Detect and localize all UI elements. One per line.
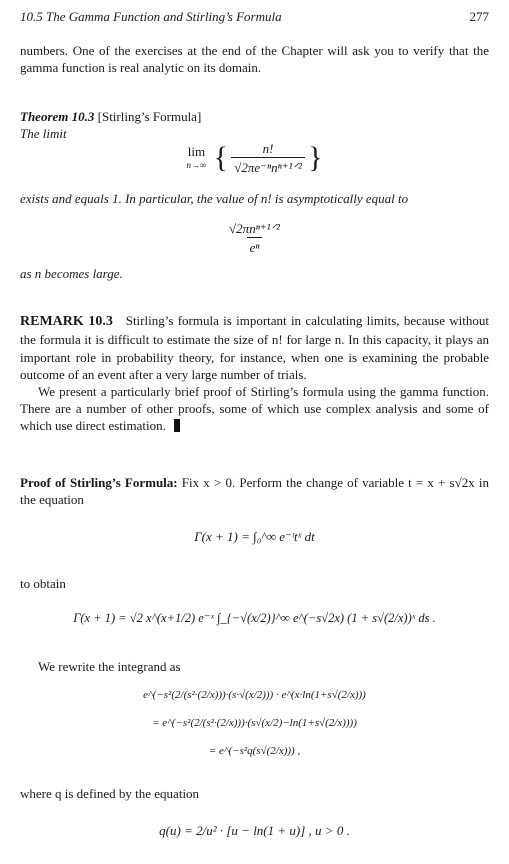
section-title: 10.5 The Gamma Function and Stirling’s Formula bbox=[20, 9, 282, 24]
asym-denominator: eⁿ bbox=[247, 237, 263, 256]
theorem-label: Theorem 10.3 bbox=[20, 109, 95, 124]
proof-block bbox=[20, 474, 489, 508]
asym-numerator: √2πnⁿ⁺¹ᐟ² bbox=[229, 221, 280, 236]
integrand-line-3: = e^(−s²q(s√(2/x))) , bbox=[208, 745, 301, 757]
page-number: 277 bbox=[469, 9, 489, 24]
limit-denominator: √2πe⁻ⁿnⁿ⁺¹ᐟ² bbox=[231, 157, 305, 176]
end-of-remark-icon bbox=[174, 419, 180, 432]
running-header bbox=[20, 8, 489, 25]
remark-paragraph-2: We present a particularly brief proof of Stirling’s formula using the gamma function. There are a number of other proofs, some of which use complex analysis and some of which use direct estimation. bbox=[20, 383, 489, 434]
lim-sub: n→∞ bbox=[186, 160, 207, 171]
limit-numerator: n! bbox=[262, 140, 274, 156]
theorem-text2: exists and equals 1. In particular, the value of n! is asymptotically equal to bbox=[20, 191, 409, 206]
theorem-line1: The limit bbox=[20, 126, 67, 142]
integrand-line-2: = e^(−s²(2/(s²·(2/x)))·(s√(x/2)−ln(1+s√(2/x)))) bbox=[152, 717, 357, 729]
remark-paragraph-1: Stirling’s formula is important in calculating limits, because without the formula it is difficult to estimate the size of n! for large n. In this capacity, it plays an important role in probability theory, for instance, when one is examining the probable outcome of an event after a very large number of trials. bbox=[20, 313, 489, 382]
asymptotic-expression bbox=[0, 220, 509, 256]
remark-label: REMARK 10.3 bbox=[20, 314, 113, 329]
q-definition: q(u) = 2/u² · [u − ln(1 + u)] , u > 0 . bbox=[159, 823, 350, 838]
where-text: where q is defined by the equation bbox=[20, 786, 200, 801]
limit-equation: lim n→∞ { $\frac{n!}{\text{√2πe⁻ⁿnⁿ⁺¹ᐟ²}}$ } bbox=[186, 140, 323, 175]
theorem-text3: as n becomes large. bbox=[20, 266, 123, 281]
rewrite-text: We rewrite the integrand as bbox=[38, 659, 181, 674]
transformed-integral: Γ(x + 1) = √2 x^(x+1/2) e⁻ˣ ∫_{−√(x/2)}^∞ e^(−s√2x) (1 + s√(2/x))ˣ ds . bbox=[73, 611, 436, 625]
intro-paragraph: numbers. One of the exercises at the end of the Chapter will ask you to verify that the gamma function is real analytic on its domain. bbox=[20, 43, 489, 76]
theorem-name: [Stirling’s Formula] bbox=[97, 109, 202, 124]
integrand-line-1: e^(−s²(2/(s²·(2/x)))·(s·√(x/2))) · e^(x·ln(1+s√(2/x))) bbox=[143, 689, 366, 701]
proof-label: Proof of Stirling’s Formula: bbox=[20, 475, 178, 490]
proof-text1: Fix x > 0. Perform the change of variable t = x + s√2x in the equation bbox=[20, 475, 489, 508]
remark-block bbox=[20, 312, 489, 434]
lim-text: lim bbox=[187, 144, 206, 160]
gamma-equation: Γ(x + 1) = ∫₀^∞ e⁻ᵗtˣ dt bbox=[194, 529, 315, 544]
to-obtain-text: to obtain bbox=[20, 576, 66, 591]
